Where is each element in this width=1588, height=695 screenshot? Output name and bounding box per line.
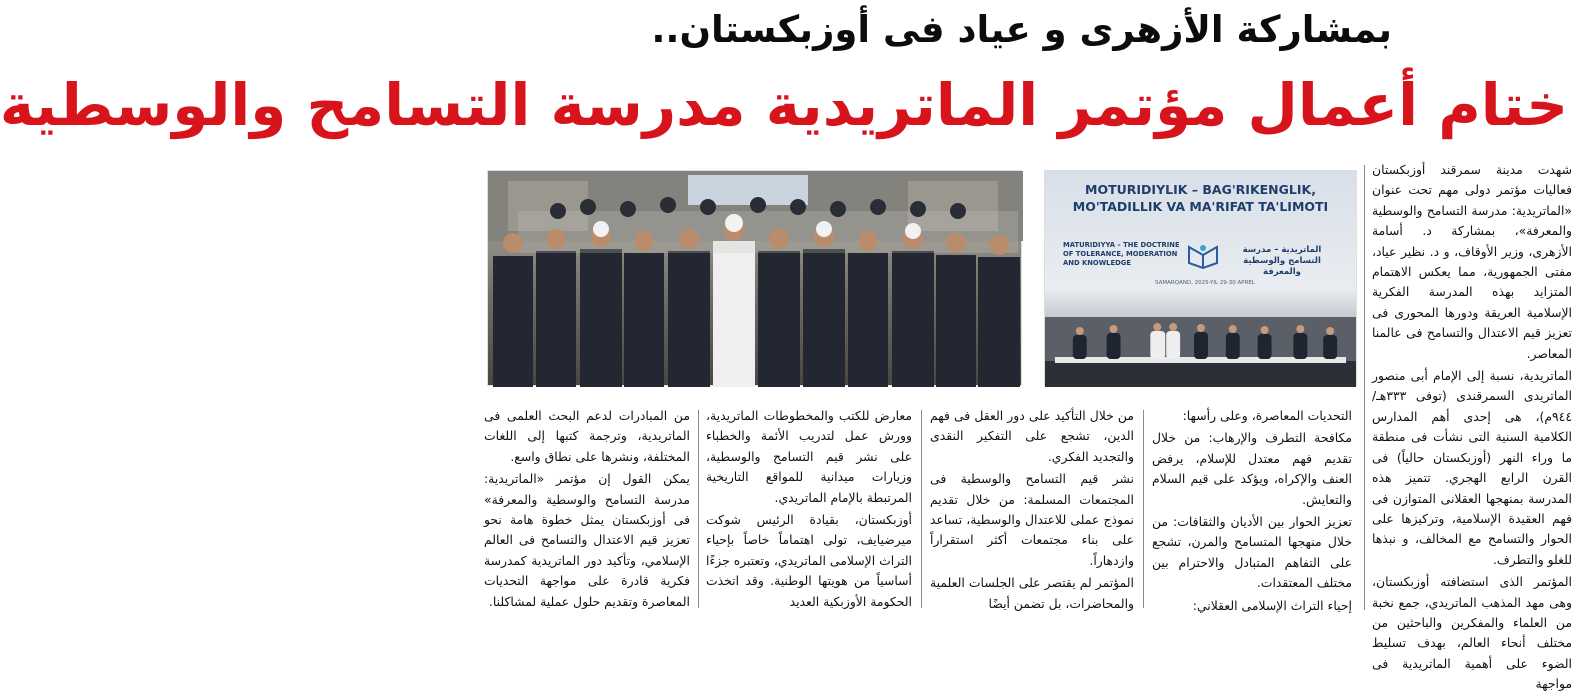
column-4-paragraph-1: معارض للكتب والمخطوطات الماتريدية، وورش عمل لتدريب الأئمة والخطباء على نشر قيم التسامح والوسطية، وزيارات ميدانية للمواقع التاريخية المرتبطة بالإمام الماتريدي. [706, 408, 912, 505]
article-column-1 [1372, 160, 1572, 692]
article-column-3 [930, 406, 1134, 612]
article-column-2 [1152, 406, 1352, 612]
main-headline: ختام أعمال مؤتمر الماتريدية مدرسة التسامح والوسطية [0, 71, 1568, 139]
article-column-5 [484, 406, 690, 612]
column-1-paragraph-1: شهدت مدينة سمرقند أوزبكستان فعاليات مؤتمر دولى مهم تحت عنوان «الماتريدية: مدرسة التسامح والوسطية والمعرفة»، بمشاركة د. أسامة الأزهرى، وزير الأوقاف، و د. نظير عياد، مفتى الجمهورية، مما يعكس الاهتمام المتزايد بهذه المدرسة الفكرية الإسلامية العريقة ودورها المحورى فى تعزيز قيم الاعتدال والتسامح فى عالمنا المعاصر. [1372, 162, 1572, 361]
column-1-paragraph-3: المؤتمر الذى استضافته أوزبكستان، وهى مهد المذهب الماتريدي، جمع نخبة من العلماء والمفكرين والباحثين من مختلف أنحاء العالم، بهدف تسليط الضوء على أهمية الماتريدية فى مواجهة [1372, 574, 1572, 692]
column-3-paragraph-3: المؤتمر لم يقتصر على الجلسات العلمية والمحاضرات، بل تضمن أيضًا [930, 575, 1134, 611]
banner-subtitle: MATURIDIYYA – THE DOCTRINE OF TOLERANCE, MODERATION AND KNOWLEDGE [1063, 241, 1180, 267]
column-rule [698, 410, 699, 608]
column-rule [1143, 410, 1144, 608]
column-2-paragraph-2: مكافحة التطرف والإرهاب: من خلال تقديم فهم معتدل للإسلام، يرفض العنف والإكراه، ويؤكد على قيم السلام والتعايش. [1152, 430, 1352, 507]
column-4-paragraph-2: أوزبكستان، بقيادة الرئيس شوكت ميرضيايف، تولى اهتماماً خاصاً بإحياء التراث الإسلامى الماتريدي، وتعتبره جزءًا أساسياً من هويتها الوطنية. وقد اتخذت الحكومة الأوزبكية العديد [706, 512, 912, 609]
column-2-paragraph-4: إحياء التراث الإسلامى العقلاني: [1192, 597, 1352, 613]
column-rule [921, 410, 922, 608]
column-3-paragraph-1: من خلال التأكيد على دور العقل فى فهم الدين، تشجع على التفكير النقدى والتجديد الفكري. [930, 408, 1134, 464]
banner-title: MOTURIDIYLIK – BAG'RIKENGLIK, MO'TADILLIK VA MA'RIFAT TA'LIMOTI [1072, 182, 1329, 214]
group-photo-scene [488, 171, 1023, 387]
column-5-paragraph-2: يمكن القول إن مؤتمر «الماتريدية: مدرسة التسامح والوسطية والمعرفة» فى أوزبكستان يمثل خطوة هامة نحو تعزيز قيم الاعتدال والتسامح فى العالم الإسلامي، وتأكيد دور الماتريدية كمدرسة فكرية قادرة على مواجهة التحديات المعاصرة وتقديم حلول عملية لمشاكلنا. [484, 471, 690, 609]
conference-logo-icon [1185, 243, 1221, 269]
column-rule [1364, 165, 1365, 610]
column-1-paragraph-2: الماتريدية، نسبة إلى الإمام أبى منصور الماتريدى السمرقندى (توفى ٣٣٣هـ/٩٤٤م)، هى إحدى أهم المدارس الكلامية السنية التى نشأت فى منطقة ما وراء النهر (أوزبكستان حالياً) فى القرن الرابع الهجري. تتميز هذه المدرسة بمنهجها العقلانى المتوازن فى فهم العقيدة الإسلامية، وتركيزها على الحوار والتسامح مع المخالف، و نبذها للغلو والتطرف. [1372, 368, 1572, 567]
banner-arabic: الماتريدية – مدرسة التسامح والوسطية والمعرفة [1242, 245, 1322, 277]
group-photo [487, 170, 1022, 386]
stage-panel-scene [1045, 317, 1356, 387]
article-column-4 [706, 406, 912, 612]
banner-date: SAMARQAND, 2025-YIL 29-30 APREL [1155, 280, 1255, 286]
column-5-paragraph-1: من المبادرات لدعم البحث العلمى فى الماتريدية، وترجمة كتبها إلى اللغات المختلفة، ونشرها على نطاق واسع. [484, 408, 690, 464]
kicker-headline: بمشاركة الأزهرى و عياد فى أوزبكستان.. [651, 8, 1392, 51]
conference-stage-photo [1044, 170, 1357, 386]
column-3-paragraph-2: نشر قيم التسامح والوسطية فى المجتمعات المسلمة: من خلال تقديم نموذج عملى للاعتدال والوسطية، تساعد على بناء مجتمعات أكثر استقراراً وازدهاراً. [930, 471, 1134, 568]
column-2-paragraph-3: تعزيز الحوار بين الأديان والثقافات: من خلال منهجها المتسامح والمرن، تشجع على التفاهم المتبادل والاحترام بين مختلف المعتقدات. [1152, 514, 1352, 591]
column-2-paragraph-1: التحديات المعاصرة، وعلى رأسها: [1182, 408, 1352, 423]
